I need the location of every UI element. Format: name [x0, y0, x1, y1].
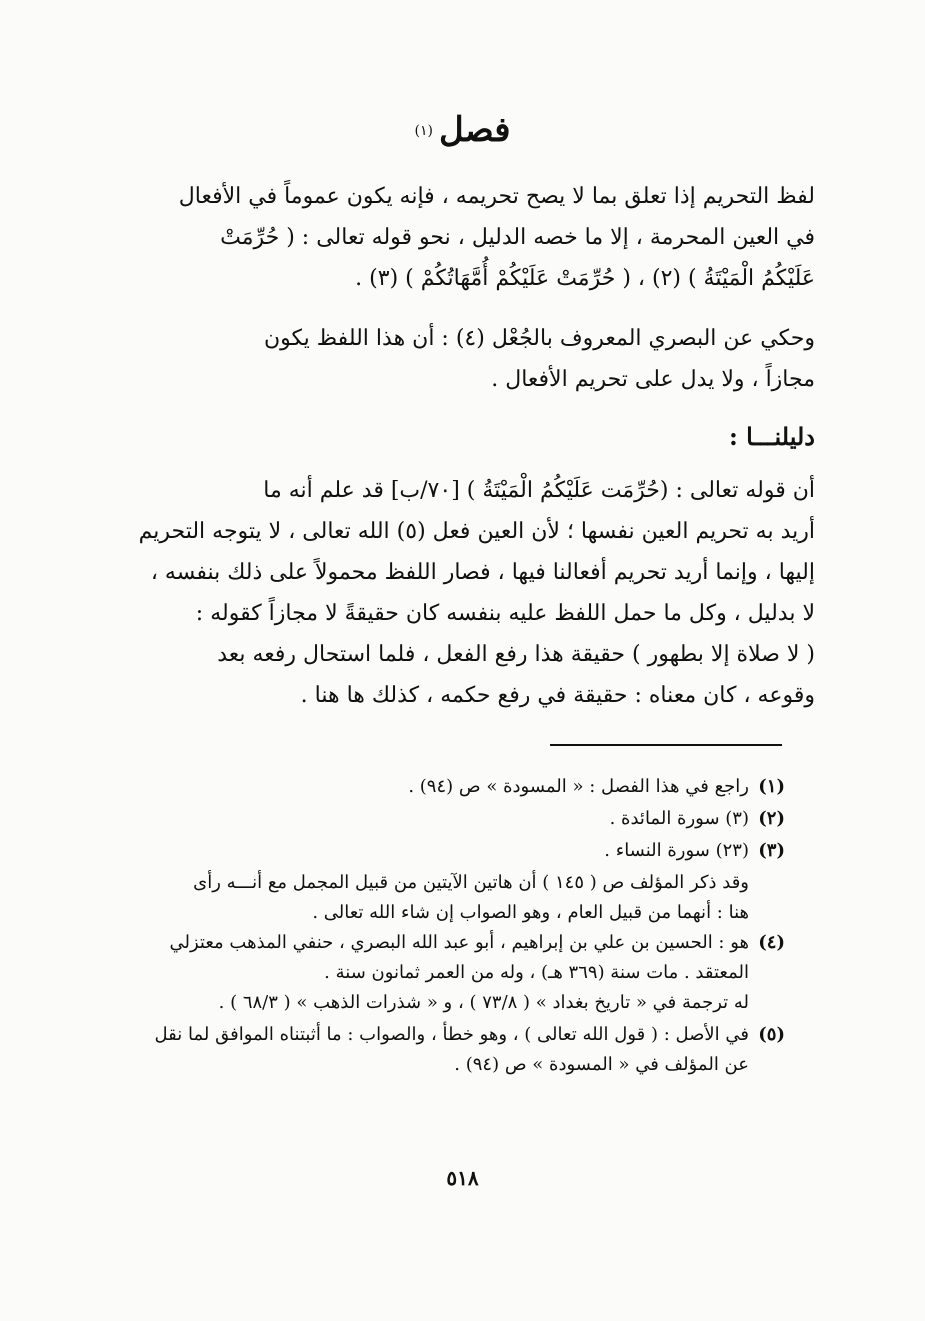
paragraph-line: أن قوله تعالى : (حُرِّمَت عَلَيْكُمُ الْمَيْتَةُ ) [٧٠/ب] قد علم أنه ما — [263, 478, 815, 503]
footnote-text: راجع في هذا الفصل : « المسودة » ص (٩٤) . — [408, 776, 749, 797]
paragraph-line: في العين المحرمة ، إلا ما خصه الدليل ، نحو قوله تعالى : ( حُرِّمَتْ — [220, 225, 815, 250]
footnote-text: وقد ذكر المؤلف ص ( ١٤٥ ) أن هاتين الآيتين من قبيل المجمل مع أنـــه رأى — [193, 872, 749, 893]
footnote-number: (٥) — [758, 1024, 785, 1045]
footnote-1 — [135, 772, 785, 802]
paragraph-line: لا بدليل ، وكل ما حمل اللفظ عليه بنفسه كان حقيقةً لا مجازاً كقوله : — [195, 601, 815, 626]
paragraph-line: أريد به تحريم العين نفسها ؛ لأن العين فعل (٥) الله تعالى ، لا يتوجه التحريم — [138, 519, 815, 544]
title-footnote-marker: (١) — [414, 122, 433, 139]
paragraph-line: عَلَيْكُمُ الْمَيْتَةُ ) (٢) ، ( حُرِّمَتْ عَلَيْكُمْ أُمَّهَاتُكُمْ ) (٣) . — [355, 266, 815, 291]
footnotes — [135, 772, 785, 1082]
footnote-number: (٣) — [758, 840, 785, 861]
paragraph-2 — [135, 318, 815, 400]
footnote-text: عن المؤلف في « المسودة » ص (٩٤) . — [454, 1054, 749, 1075]
paragraph-line: ( لا صلاة إلا بطهور ) حقيقة هذا رفع الفعل ، فلما استحال رفعه بعد — [217, 642, 815, 667]
paragraph-line: مجازاً ، ولا يدل على تحريم الأفعال . — [491, 367, 815, 392]
footnote-text: المعتقد . مات سنة (٣٦٩ هـ) ، وله من العمر ثمانون سنة . — [324, 962, 749, 983]
section-title: فصل — [438, 110, 511, 150]
footnote-number: (٢) — [758, 808, 785, 829]
footnote-text: له ترجمة في « تاريخ بغداد » ( ٧٣/٨ ) ، و « شذرات الذهب » ( ٦٨/٣ ) . — [218, 992, 749, 1013]
footnote-3-continuation — [135, 868, 785, 928]
footnote-separator — [550, 744, 782, 746]
section-heading — [0, 110, 925, 150]
footnote-3 — [135, 836, 785, 866]
footnote-text: هنا : أنهما من قبيل العام ، وهو الصواب إن شاء الله تعالى . — [312, 902, 749, 923]
paragraph-3 — [135, 470, 815, 716]
page-number: ٥١٨ — [446, 1166, 479, 1190]
paragraph-1 — [135, 176, 815, 299]
paragraph-line: وقوعه ، كان معناه : حقيقة في رفع حكمه ، كذلك ها هنا . — [300, 683, 815, 708]
footnote-text: هو : الحسين بن علي بن إبراهيم ، أبو عبد الله البصري ، حنفي المذهب معتزلي — [169, 932, 749, 953]
footnote-text: في الأصل : ( قول الله تعالى ) ، وهو خطأ ، والصواب : ما أثبتناه الموافق لما نقل — [154, 1024, 749, 1045]
paragraph-line: لفظ التحريم إذا تعلق بما لا يصح تحريمه ، فإنه يكون عموماً في الأفعال — [178, 184, 815, 209]
footnote-2 — [135, 804, 785, 834]
evidence-subheading: دليلنـــا : — [728, 422, 815, 451]
paragraph-line: وحكي عن البصري المعروف بالجُعْل (٤) : أن هذا اللفظ يكون — [264, 326, 815, 351]
paragraph-line: إليها ، وإنما أريد تحريم أفعالنا فيها ، فصار اللفظ محمولاً على ذلك بنفسه ، — [150, 560, 815, 585]
footnote-5 — [135, 1020, 785, 1080]
footnote-text: (٣) سورة المائدة . — [609, 808, 749, 829]
footnote-number: (٤) — [758, 932, 785, 953]
footnote-text: (٢٣) سورة النساء . — [604, 840, 749, 861]
footnote-4 — [135, 928, 785, 1018]
footnote-number: (١) — [758, 776, 785, 797]
